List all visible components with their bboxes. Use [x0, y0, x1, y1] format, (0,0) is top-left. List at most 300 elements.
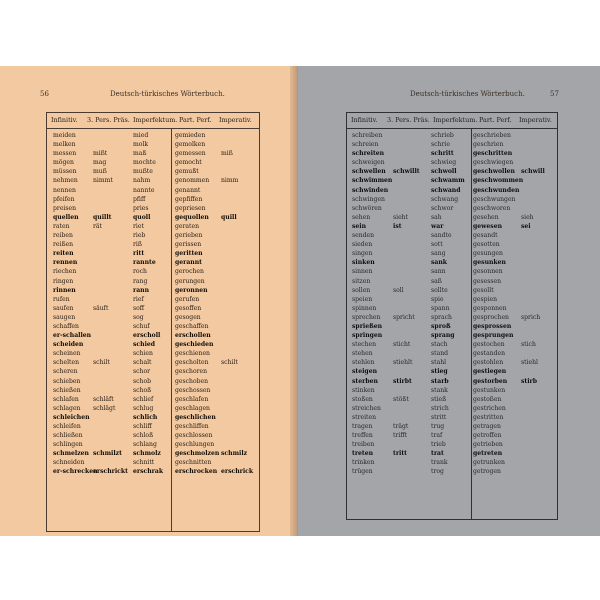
verb-imperfect: riß [133, 241, 142, 249]
verb-imperfect: schwoll [431, 168, 457, 176]
verb-imperfect: schied [133, 341, 156, 349]
col-header-participle: Part. Perf. [179, 116, 212, 124]
verb-participle: geschritten [473, 150, 513, 158]
verb-participle: gerannt [175, 259, 202, 267]
verb-row [347, 340, 557, 349]
verb-row [47, 367, 259, 376]
verb-infinitive: quellen [53, 213, 79, 221]
verb-participle: gesungen [473, 250, 503, 258]
verb-present: quillt [93, 213, 112, 221]
verb-imperfect: sollte [431, 286, 448, 294]
verb-imperfect: schritt [431, 150, 454, 158]
verb-row [47, 413, 259, 422]
verb-imperfect: schlug [133, 404, 154, 412]
verb-imperfect: sproß [431, 322, 451, 330]
verb-row [47, 386, 259, 395]
verb-imperfect: pries [133, 204, 149, 212]
verb-imperfect: stand [431, 350, 449, 358]
verb-participle: geschlagen [175, 404, 210, 412]
verb-infinitive: scheren [53, 368, 78, 376]
verb-row [47, 249, 259, 258]
verb-present: sticht [393, 341, 411, 349]
column-headers-left [47, 113, 259, 129]
verb-row [347, 277, 557, 286]
verb-imperfect: schrieb [431, 132, 454, 139]
verb-row [347, 413, 557, 422]
verb-row [47, 395, 259, 404]
verb-participle: erschollen [175, 332, 211, 340]
verb-row [347, 304, 557, 313]
verb-infinitive: schelten [53, 359, 79, 367]
verb-infinitive: melken [53, 141, 76, 149]
verb-participle: genommen [175, 177, 210, 185]
verb-imperfect: schuf [133, 322, 150, 330]
verb-infinitive: stehen [352, 350, 373, 358]
verb-participle: gestanden [473, 350, 506, 358]
verb-row [347, 458, 557, 467]
verb-imperfect: stieß [431, 395, 447, 403]
verb-imperfect: trank [431, 459, 448, 467]
verb-row [347, 131, 557, 140]
verb-participle: gestiegen [473, 368, 507, 376]
verb-imperfect: stach [431, 341, 448, 349]
verb-present: rät [93, 222, 102, 230]
verb-participle: erschrocken [175, 468, 218, 476]
verb-row [347, 267, 557, 276]
verb-participle: gesotten [473, 241, 500, 249]
verb-infinitive: sehen [352, 213, 371, 221]
verb-participle: genannt [175, 186, 201, 194]
verb-participle: geschmolzen [175, 450, 220, 458]
verb-infinitive: treffen [352, 432, 373, 440]
verb-imperfect: schrie [431, 141, 450, 149]
verb-infinitive: senden [352, 232, 375, 240]
verb-infinitive: reißen [53, 241, 74, 249]
verb-present: schlägt [93, 404, 116, 412]
verb-present: mißt [93, 150, 108, 158]
verb-imperfect: schwieg [431, 159, 457, 167]
verb-participle: geschwungen [473, 195, 516, 203]
verb-imperfect: schloß [133, 432, 154, 440]
verb-present: muß [93, 168, 107, 176]
verb-infinitive: mögen [53, 159, 74, 167]
verb-imperfect: schwamm [431, 177, 465, 185]
verb-imperfect: traf [431, 432, 443, 440]
verb-imperfect: pfiff [133, 195, 146, 203]
verb-row [47, 358, 259, 367]
verb-imperative: sprich [521, 313, 541, 321]
verb-imperfect: erschrak [133, 468, 164, 476]
verb-participle: geschlungen [175, 441, 215, 449]
verb-infinitive: messen [53, 150, 77, 158]
verb-imperfect: spie [431, 295, 444, 303]
verb-imperfect: stritt [431, 413, 447, 421]
verb-row [47, 186, 259, 195]
verb-participle: gesessen [473, 277, 502, 285]
verb-imperfect: schien [133, 350, 153, 358]
verb-participle: gemessen [175, 150, 206, 158]
verb-imperfect: schlang [133, 441, 157, 449]
verb-participle: geschliffen [175, 423, 209, 430]
verb-row [347, 295, 557, 304]
verb-participle: geritten [175, 250, 203, 258]
verb-present: trägt [393, 423, 409, 430]
verb-imperfect: sang [431, 250, 446, 258]
verb-imperative: sieh [521, 213, 534, 221]
verb-imperative: stirb [521, 377, 538, 385]
verb-infinitive: schwinden [352, 186, 389, 194]
verb-imperfect: war [431, 222, 444, 230]
verb-imperfect: rannte [133, 259, 156, 267]
verb-imperfect: starb [431, 377, 449, 385]
col-header-infinitive: Infinitiv. [51, 116, 78, 124]
col-header-imperfect: Imperfektum. [433, 116, 478, 124]
verb-infinitive: streichen [352, 404, 381, 412]
verb-present: schwillt [393, 168, 420, 176]
verb-participle: gestunken [473, 386, 506, 394]
verb-participle: geschlichen [175, 413, 216, 421]
verb-infinitive: schließen [53, 432, 83, 440]
verb-infinitive: spinnen [352, 304, 377, 312]
verb-infinitive: schlafen [53, 395, 79, 403]
verb-row [347, 195, 557, 204]
verb-infinitive: schmelzen [53, 450, 89, 458]
col-header-imperative: Imperativ. [519, 116, 552, 124]
verb-imperfect: rang [133, 277, 148, 285]
verb-imperfect: schlich [133, 413, 158, 421]
verb-participle: gesprochen [473, 313, 509, 321]
left-page [0, 66, 298, 536]
verb-infinitive: schwimmen [352, 177, 393, 185]
verb-infinitive: scheinen [53, 350, 81, 358]
verb-imperfect: schlief [133, 395, 154, 403]
verb-row [47, 140, 259, 149]
verb-infinitive: schleifen [53, 423, 81, 430]
verb-infinitive: schwellen [352, 168, 386, 176]
verb-participle: geschieden [175, 341, 214, 349]
verb-participle: gepriesen [175, 204, 206, 212]
verb-infinitive: sitzen [352, 277, 371, 285]
verb-infinitive: schreiten [352, 150, 385, 158]
verb-row [347, 331, 557, 340]
verb-participle: geronnen [175, 286, 208, 294]
verb-participle: gesollt [473, 286, 494, 294]
verb-infinitive: stehlen [352, 359, 375, 367]
verb-infinitive: rennen [53, 259, 78, 267]
verb-imperfect: sah [431, 213, 442, 221]
verb-row [47, 431, 259, 440]
verb-imperative: schwill [521, 168, 545, 176]
col-header-present: 3. Pers. Präs. [87, 116, 130, 124]
verb-participle: getrunken [473, 459, 505, 467]
verb-infinitive: schneiden [53, 459, 85, 467]
verb-participle: gerieben [175, 232, 203, 240]
verb-participle: geschienen [175, 350, 210, 358]
verb-row [347, 395, 557, 404]
verb-infinitive: steigen [352, 368, 378, 376]
verb-row [47, 440, 259, 449]
verb-infinitive: schießen [53, 386, 81, 394]
verb-imperative: miß [221, 150, 233, 158]
verb-infinitive: trügen [352, 468, 373, 476]
verb-row [347, 204, 557, 213]
verb-present: stiehlt [393, 359, 413, 367]
verb-imperfect: stahl [431, 359, 447, 367]
verb-imperfect: schwor [431, 204, 454, 212]
verb-infinitive: schwören [352, 204, 382, 212]
verb-present: trifft [393, 432, 408, 440]
verb-row [47, 377, 259, 386]
verb-imperative: stich [521, 341, 536, 349]
verb-imperfect: maß [133, 150, 147, 158]
verb-participle: gesogen [175, 313, 201, 321]
verb-participle: gestohlen [473, 359, 504, 367]
verb-infinitive: ringen [53, 277, 74, 285]
verb-participle: gescholten [175, 359, 209, 367]
verb-participle: geschlafen [175, 395, 209, 403]
verb-row [47, 349, 259, 358]
verb-row [47, 149, 259, 158]
verb-row [47, 131, 259, 140]
verb-infinitive: er-schallen [53, 332, 92, 340]
verb-participle: gerochen [175, 268, 204, 276]
verb-row [47, 222, 259, 231]
verb-infinitive: nehmen [53, 177, 78, 185]
verb-participle: gemußt [175, 168, 199, 176]
col-header-present: 3. Pers. Präs. [387, 116, 430, 124]
verb-row [347, 222, 557, 231]
verb-imperfect: saß [431, 277, 442, 285]
verb-row [347, 349, 557, 358]
verb-infinitive: treten [352, 450, 374, 458]
col-header-participle: Part. Perf. [479, 116, 512, 124]
verb-imperfect: rief [133, 295, 144, 303]
verb-infinitive: schieben [53, 377, 81, 385]
verb-infinitive: saugen [53, 313, 76, 321]
verb-imperative: stiehl [521, 359, 539, 367]
column-headers-right [347, 113, 557, 129]
verb-row [347, 449, 557, 458]
verb-participle: geschossen [175, 386, 211, 394]
verb-row [47, 458, 259, 467]
verb-row [347, 286, 557, 295]
verb-imperfect: mochte [133, 159, 156, 167]
verb-participle: gerissen [175, 241, 202, 249]
verb-participle: gequollen [175, 213, 209, 221]
verb-infinitive: trinken [352, 459, 375, 467]
verb-imperfect: sann [431, 268, 446, 276]
verb-infinitive: schlingen [53, 441, 83, 449]
rows-left [47, 131, 259, 477]
verb-imperfect: sog [133, 313, 144, 321]
verb-participle: gesprossen [473, 322, 512, 330]
rows-right [347, 131, 557, 477]
verb-imperative: nimm [221, 177, 239, 185]
verb-present: schilt [93, 359, 110, 367]
verb-present: sieht [393, 213, 409, 221]
verb-present: stößt [393, 395, 409, 403]
verb-infinitive: sinken [352, 259, 375, 267]
verb-participle: gesponnen [473, 304, 507, 312]
verb-infinitive: reiben [53, 232, 73, 240]
verb-participle: geschoren [175, 368, 208, 376]
verb-infinitive: preisen [53, 204, 77, 212]
verb-participle: gestoßen [473, 395, 502, 403]
verb-infinitive: sein [352, 222, 367, 230]
verb-participle: gesonnen [473, 268, 503, 276]
verb-infinitive: saufen [53, 304, 74, 312]
verb-infinitive: sollen [352, 286, 371, 294]
verb-imperfect: schor [133, 368, 151, 376]
verb-participle: geschwollen [473, 168, 515, 176]
verb-imperfect: mußte [133, 168, 153, 176]
verb-row [47, 158, 259, 167]
verb-infinitive: schreiben [352, 132, 383, 139]
page-number-left: 56 [40, 90, 49, 98]
verb-infinitive: stoßen [352, 395, 373, 403]
verb-imperfect: sandte [431, 232, 452, 240]
verb-row [347, 431, 557, 440]
verb-participle: gewesen [473, 222, 502, 230]
verb-participle: getreten [473, 450, 503, 458]
verb-present: mag [93, 159, 107, 167]
verb-imperfect: strich [431, 404, 449, 412]
verb-participle: geraten [175, 222, 200, 230]
verb-participle: geschnitten [175, 459, 212, 467]
verb-imperfect: stank [431, 386, 448, 394]
verb-row [47, 176, 259, 185]
verb-participle: gesunken [473, 259, 506, 267]
verb-imperfect: schmolz [133, 450, 161, 458]
running-head-left: Deutsch-türkisches Wörterbuch. [110, 90, 225, 98]
verb-participle: gerungen [175, 277, 205, 285]
verb-row [347, 249, 557, 258]
verb-row [47, 313, 259, 322]
verb-participle: getrieben [473, 441, 503, 449]
verb-participle: gesprungen [473, 332, 514, 340]
verb-row [347, 149, 557, 158]
verb-imperfect: trug [431, 423, 445, 430]
verb-participle: gemocht [175, 159, 202, 167]
verb-participle: gepfiffen [175, 195, 203, 203]
verb-imperfect: soff [133, 304, 145, 312]
verb-participle: geschoben [175, 377, 209, 385]
verb-infinitive: schaffen [53, 322, 79, 330]
verb-participle: geschrieben [473, 132, 511, 139]
verb-row [47, 449, 259, 458]
verb-imperfect: schwand [431, 186, 461, 194]
verb-participle: gespien [473, 295, 498, 303]
verb-infinitive: schlagen [53, 404, 81, 412]
verb-row [47, 204, 259, 213]
verb-infinitive: stechen [352, 341, 377, 349]
verb-imperfect: quoll [133, 213, 151, 221]
verb-row [47, 322, 259, 331]
verb-row [47, 331, 259, 340]
verb-imperfect: schnitt [133, 459, 155, 467]
verb-imperative: sei [521, 222, 531, 230]
verb-row [47, 295, 259, 304]
verb-infinitive: rufen [53, 295, 70, 303]
verb-present: säuft [93, 304, 109, 312]
verb-imperfect: schliff [133, 423, 152, 430]
verb-imperfect: trog [431, 468, 444, 476]
verb-table-left [46, 112, 260, 532]
verb-infinitive: pfeifen [53, 195, 75, 203]
verb-imperfect: sprach [431, 313, 452, 321]
verb-imperfect: rann [133, 286, 150, 294]
verb-row [347, 240, 557, 249]
verb-row [347, 313, 557, 322]
verb-infinitive: raten [53, 222, 70, 230]
verb-row [47, 267, 259, 276]
right-page [298, 66, 600, 536]
verb-infinitive: sinnen [352, 268, 373, 276]
verb-participle: gemolken [175, 141, 206, 149]
verb-infinitive: meiden [53, 132, 76, 139]
verb-imperative: quill [221, 213, 237, 221]
verb-infinitive: sprechen [352, 313, 381, 321]
verb-row [347, 422, 557, 431]
verb-imperfect: trat [431, 450, 444, 458]
verb-imperative: erschrick [221, 468, 254, 476]
verb-participle: geschaffen [175, 322, 209, 330]
verb-row [347, 367, 557, 376]
verb-imperfect: mied [133, 132, 149, 139]
verb-infinitive: scheiden [53, 341, 84, 349]
verb-row [347, 213, 557, 222]
verb-infinitive: riechen [53, 268, 77, 276]
verb-present: schmilzt [93, 450, 122, 458]
verb-participle: gestritten [473, 413, 504, 421]
running-head-right: Deutsch-türkisches Wörterbuch. [410, 90, 525, 98]
verb-row [347, 167, 557, 176]
verb-row [347, 140, 557, 149]
verb-present: tritt [393, 450, 407, 458]
verb-participle: geschwommen [473, 177, 524, 185]
verb-participle: gesandt [473, 232, 498, 240]
verb-infinitive: springen [352, 332, 383, 340]
verb-infinitive: schweigen [352, 159, 385, 167]
verb-row [47, 304, 259, 313]
verb-participle: getrogen [473, 468, 501, 476]
col-header-imperative: Imperativ. [219, 116, 252, 124]
verb-participle: getragen [473, 423, 501, 430]
verb-row [47, 286, 259, 295]
verb-infinitive: stinken [352, 386, 375, 394]
verb-imperfect: riet [133, 222, 144, 230]
verb-row [347, 186, 557, 195]
verb-table-right [346, 112, 558, 520]
page-number-right: 57 [550, 90, 559, 98]
verb-present: ist [393, 222, 402, 230]
verb-participle: getroffen [473, 432, 502, 440]
col-header-imperfect: Imperfektum. [133, 116, 178, 124]
verb-row [347, 231, 557, 240]
verb-imperfect: roch [133, 268, 147, 276]
verb-infinitive: sprießen [352, 322, 383, 330]
verb-infinitive: sieden [352, 241, 373, 249]
verb-imperfect: ritt [133, 250, 145, 258]
verb-participle: geschwunden [473, 186, 520, 194]
verb-row [347, 358, 557, 367]
verb-imperfect: schoß [133, 386, 152, 394]
verb-infinitive: sterben [352, 377, 378, 385]
verb-imperfect: schob [133, 377, 152, 385]
verb-infinitive: reiten [53, 250, 74, 258]
verb-row [47, 277, 259, 286]
verb-infinitive: treiben [352, 441, 375, 449]
